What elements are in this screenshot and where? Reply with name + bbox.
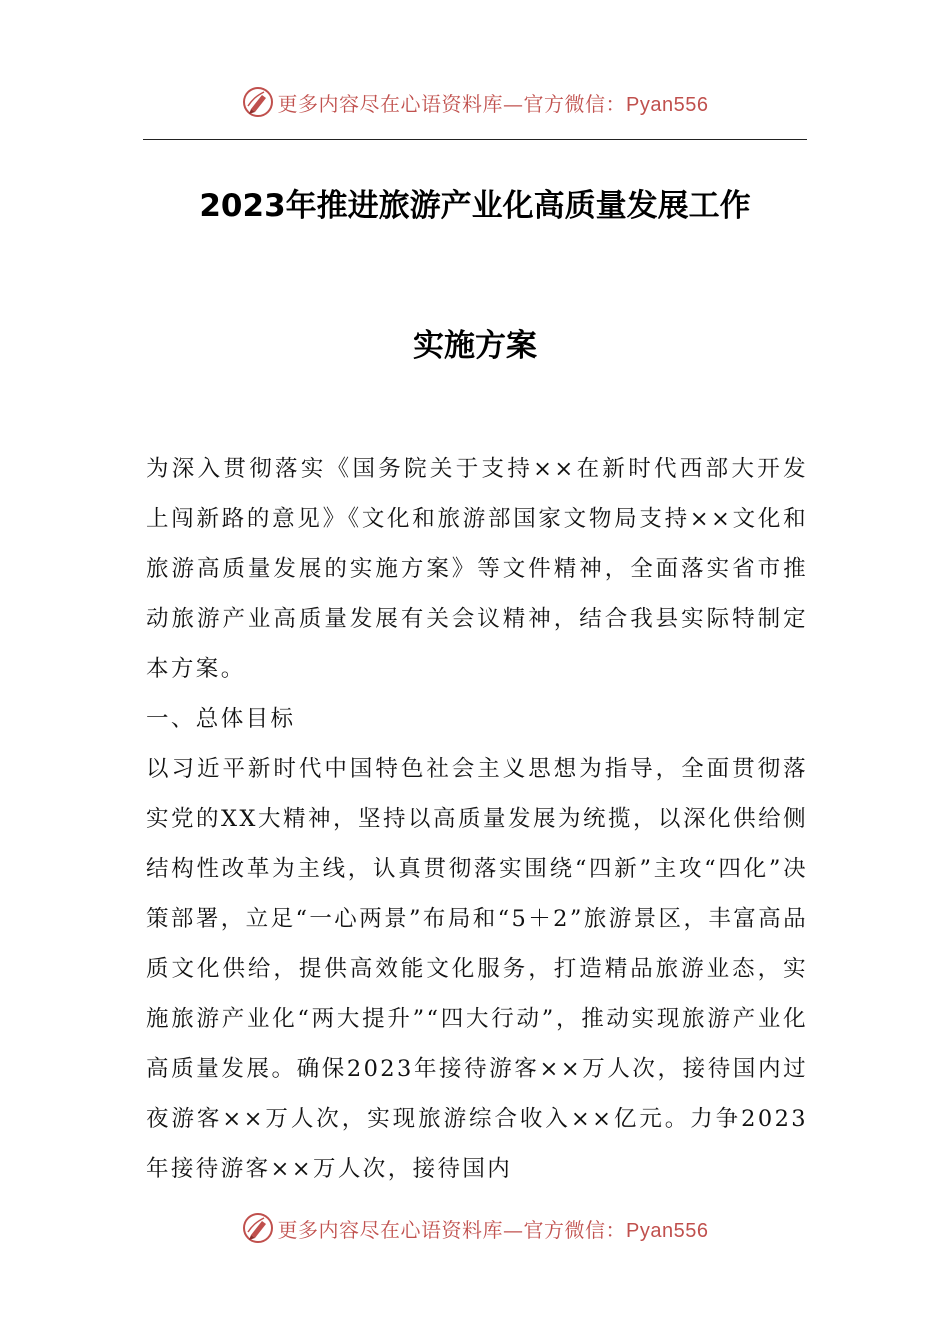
intro-paragraph: 为深入贯彻落实《国务院关于支持××在新时代西部大开发上闯新路的意见》《文化和旅游部国家文物局支持××文化和旅游高质量发展的实施方案》等文件精神，全面落实省市推动旅游产业高质量发展有关会议精神，结合我县实际特制定本方案。 xyxy=(146,456,808,682)
footer-banner xyxy=(0,1212,950,1244)
footer-banner-inner xyxy=(242,1212,709,1244)
header-banner xyxy=(0,86,950,118)
pen-logo-icon xyxy=(242,1212,274,1244)
banner-inner xyxy=(242,86,709,118)
footer-banner-wechat-id: Pyan556 xyxy=(626,1219,709,1242)
banner-wechat-id: Pyan556 xyxy=(626,93,709,116)
header-divider xyxy=(143,139,807,140)
goal-paragraph: 以习近平新时代中国特色社会主义思想为指导，全面贯彻落实党的XX大精神，坚持以高质量发展为统揽，以深化供给侧结构性改革为主线，认真贯彻落实围绕“四新”主攻“四化”决策部署，立足“一心两景”布局和“5＋2”旅游景区，丰富高品质文化供给，提供高效能文化服务，打造精品旅游业态，实施旅游产业化“两大提升”“四大行动”，推动实现旅游产业化高质量发展。确保2023年接待游客××万人次，接待国内过夜游客××万人次，实现旅游综合收入××亿元。力争2023年接待游客××万人次，接待国内 xyxy=(146,756,808,1182)
document-title-line-1: 2023年推进旅游产业化高质量发展工作 xyxy=(199,188,751,224)
footer-banner-slogan: 更多内容尽在心语资料库—官方微信： xyxy=(277,1217,627,1242)
pen-logo-icon xyxy=(242,86,274,118)
section-heading-overall-goal: 一、总体目标 xyxy=(146,706,296,732)
document-body xyxy=(146,444,808,1194)
document-title-line-2: 实施方案 xyxy=(413,328,537,364)
footer-banner-text xyxy=(278,1214,709,1243)
banner-slogan: 更多内容尽在心语资料库—官方微信： xyxy=(277,91,627,116)
banner-text xyxy=(278,88,709,117)
